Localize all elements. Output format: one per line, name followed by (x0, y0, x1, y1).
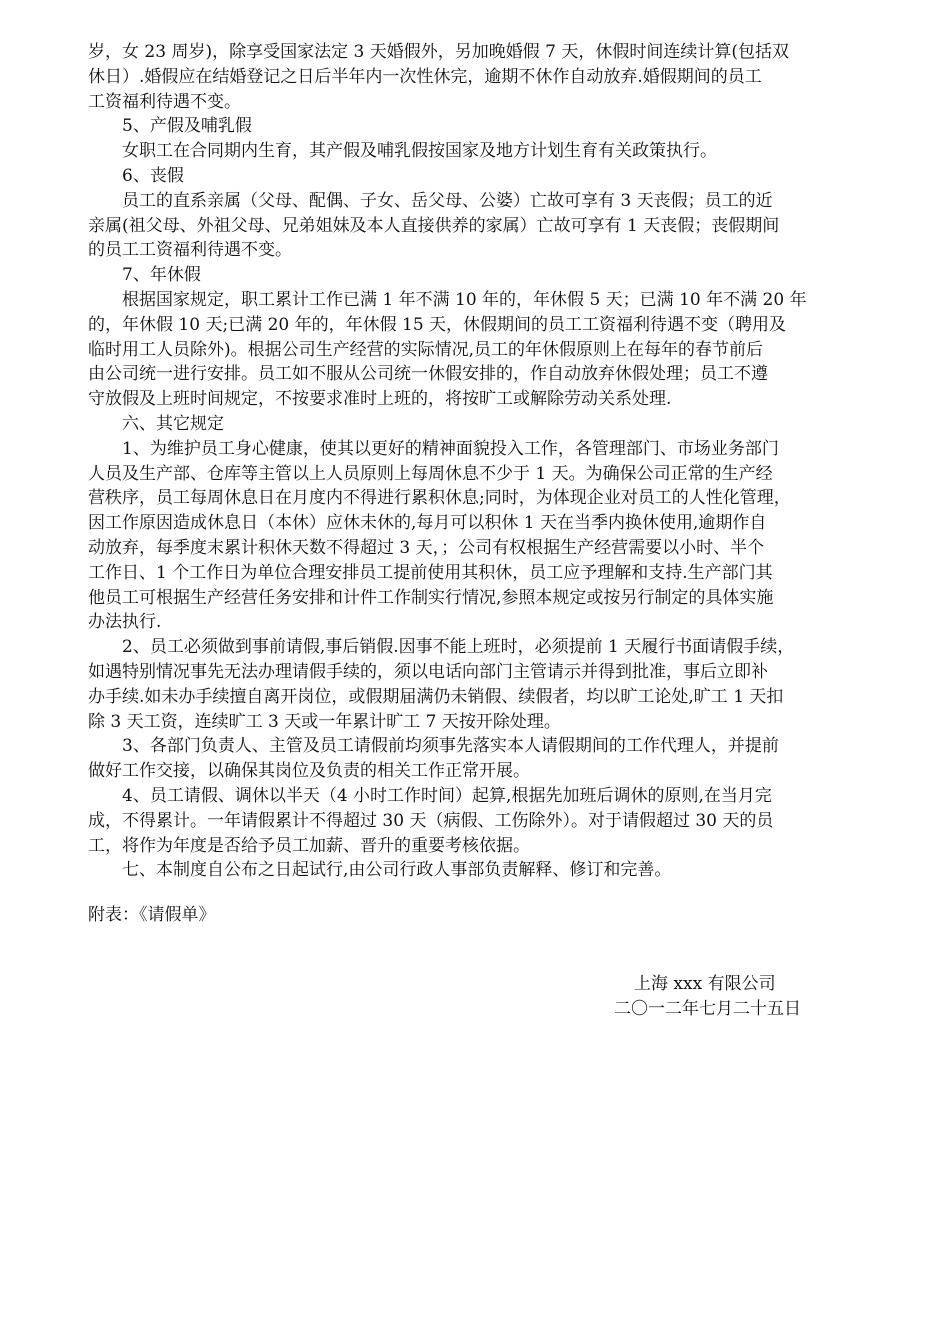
appendix-note: 附表：《请假单》 (88, 905, 216, 926)
text-line: 3、各部门负责人、主管及员工请假前均须事先落实本人请假期间的工作代理人，并提前 (122, 736, 779, 757)
text-line: 除 3 天工资，连续旷工 3 天或一年累计旷工 7 天按开除处理。 (88, 711, 561, 732)
text-line: 的，年休假 10 天;已满 20 年的，年休假 15 天，休假期间的员工工资福利待遇不变（聘用及 (88, 314, 787, 335)
text-lines (88, 40, 884, 883)
text-line: 如遇特别情况事先无法办理请假手续的，须以电话向部门主管请示并得到批准，事后立即补 (88, 661, 768, 682)
text-line: 休日）.婚假应在结婚登记之日后半年内一次性休完，逾期不休作自动放弃.婚假期间的员工 (88, 66, 762, 87)
text-line: 动放弃，每季度末累计积休天数不得超过 3 天，；公司有权根据生产经营需要以小时、半个 (88, 537, 765, 558)
text-line: 根据国家规定，职工累计工作已满 1 年不满 10 年的，年休假 5 天；已满 10 年不满 20 年 (122, 289, 807, 310)
text-line: 员工的直系亲属（父母、配偶、子女、岳父母、公婆）亡故可享有 3 天丧假；员工的近 (122, 190, 773, 211)
document-body (88, 40, 884, 928)
text-line: 工作日、1 个工作日为单位合理安排员工提前使用其积休，员工应予理解和支持.生产部门其 (88, 562, 773, 583)
text-line: 成，不得累计。一年请假累计不得超过 30 天（病假、工伤除外）。对于请假超过 30 天的员 (88, 810, 774, 831)
text-line: 6、丧假 (122, 165, 184, 186)
text-line: 亲属(祖父母、外祖父母、兄弟姐妹及本人直接供养的家属）亡故可享有 1 天丧假；丧假期间 (88, 215, 780, 236)
text-line: 岁，女 23 周岁)，除享受国家法定 3 天婚假外，另加晚婚假 7 天，休假时间连续计算(包括双 (88, 42, 789, 62)
text-line: 4、员工请假、调休以半天（4 小时工作时间）起算,根据先加班后调休的原则,在当月完 (122, 785, 772, 806)
text-line: 1、为维护员工身心健康，使其以更好的精神面貌投入工作，各管理部门、市场业务部门 (122, 438, 779, 459)
text-line: 七、本制度自公布之日起试行,由公司行政人事部负责解释、修订和完善。 (122, 860, 672, 881)
company-name: 上海 xxx 有限公司 (634, 974, 776, 994)
text-line: 办法执行. (88, 612, 162, 633)
text-line: 因工作原因造成休息日（本休）应休未休的,每月可以积休 1 天在当季内换休使用,逾期作自 (88, 513, 767, 534)
spacer (88, 883, 884, 903)
text-line: 女职工在合同期内生育，其产假及哺乳假按国家及地方计划生育有关政策执行。 (122, 141, 717, 162)
text-line: 他员工可根据生产经营任务安排和计件工作制实行情况,参照本规定或按另行制定的具体实施 (88, 587, 774, 608)
text-line: 工，将作为年度是否给予员工加薪、晋升的重要考核依据。 (88, 835, 530, 856)
text-line: 做好工作交接，以确保其岗位及负责的相关工作正常开展。 (88, 761, 530, 782)
text-line: 7、年休假 (122, 265, 201, 286)
text-line: 守放假及上班时间规定，不按要求准时上班的，将按旷工或解除劳动关系处理. (88, 389, 672, 410)
signature-date: 二〇一二年七月二十五日 (614, 998, 801, 1019)
text-line: 工资福利待遇不变。 (88, 91, 241, 112)
text-line: 5、产假及哺乳假 (122, 116, 252, 137)
text-line: 临时用工人员除外)。根据公司生产经营的实际情况,员工的年休假原则上在每年的春节前后 (88, 339, 764, 360)
text-line: 2、员工必须做到事前请假,事后销假.因事不能上班时，必须提前 1 天履行书面请假手续， (122, 637, 795, 658)
signature-block (614, 972, 894, 1022)
text-line: 营秩序，员工每周休息日在月度内不得进行累积休息;同时，为体现企业对员工的人性化管理， (88, 488, 791, 509)
text-line: 六、其它规定 (122, 413, 224, 434)
text-line: 由公司统一进行安排。员工如不服从公司统一休假安排的，作自动放弃休假处理；员工不遵 (88, 364, 768, 385)
text-line: 的员工工资福利待遇不变。 (88, 240, 292, 261)
text-line: 办手续.如未办手续擅自离开岗位，或假期届满仍未销假、续假者，均以旷工论处,旷工 1 天扣 (88, 686, 784, 707)
text-line: 人员及生产部、仓库等主管以上人员原则上每周休息不少于 1 天。为确保公司正常的生产经 (88, 463, 773, 484)
